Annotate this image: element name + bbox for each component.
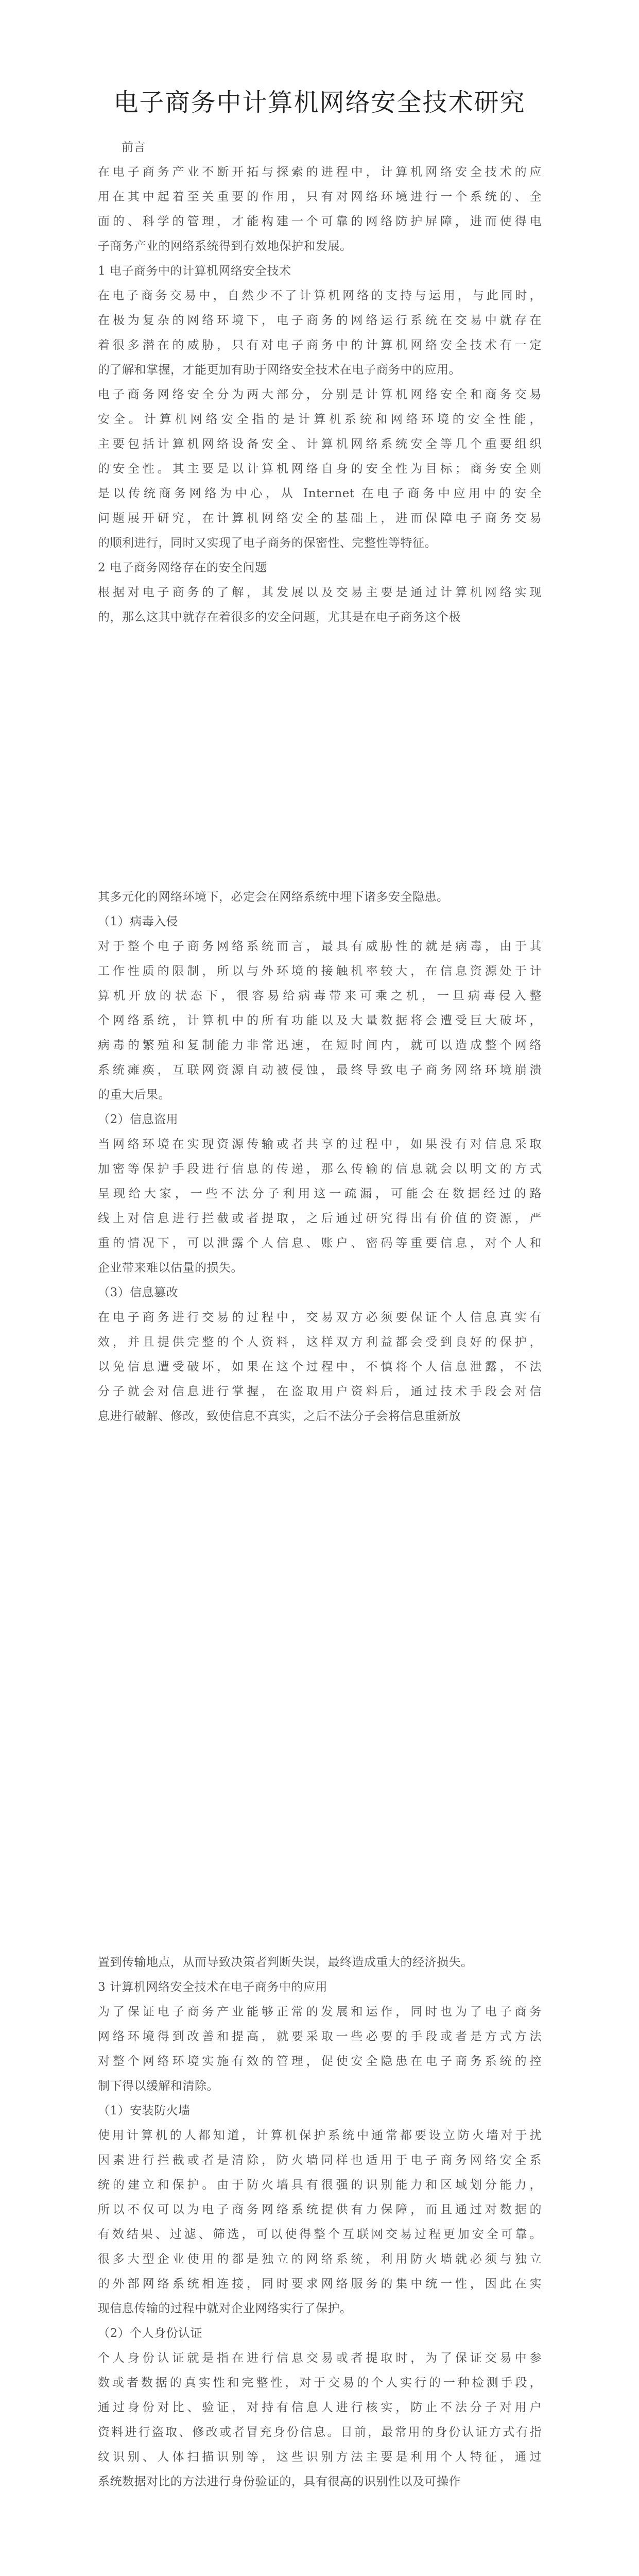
text-line: 安全。计算机网络安全指的是计算机系统和网络环境的安全性能， <box>98 413 542 426</box>
text-line: 使用计算机的人都知道，计算机保护系统中通常都要设立防火墙对于扰 <box>98 2129 542 2142</box>
text-line: 效，并且提供完整的个人资料，这样双方利益都会受到良好的保护， <box>98 1335 542 1349</box>
text-line: 子商务产业的网络系统得到有效地保护和发展。 <box>98 240 352 253</box>
text-line: 制下得以缓解和清除。 <box>98 2079 219 2093</box>
text-line: 因素进行拦截或者是清除，防火墙同样也适用于电子商务网络安全系 <box>98 2154 542 2167</box>
text-line: 企业带来难以估量的损失。 <box>98 1261 243 1275</box>
text-line: 资料进行盗取、修改或者冒充身份信息。目前，最常用的身份认证方式有指 <box>98 2426 542 2439</box>
text-line: 在电子商务交易中，自然少不了计算机网络的支持与运用，与此同时， <box>98 289 542 302</box>
text-line: 当网络环境在实现资源传输或者共享的过程中，如果没有对信息采取 <box>98 1138 542 1151</box>
text-line: 的顺利进行，同时又实现了电子商务的保密性、完整性等特征。 <box>98 536 437 550</box>
text-line: 现信息传输的过程中就对企业网络实行了保护。 <box>98 2302 352 2315</box>
text-block <box>98 885 542 1429</box>
text-line: 所以不仅可以为电子商务网络系统提供有力保障，而且通过对数据的 <box>98 2203 542 2216</box>
text-line: 数或者数据的真实性和完整性，对于交易的个人实行的一种检测手段， <box>98 2376 542 2389</box>
text-line: 纹识别、人体扫描识别等，这些识别方法主要是利用个人特征，通过 <box>98 2450 542 2464</box>
text-line: 有效结果、过滤、筛选，可以使得整个互联网交易过程更加安全可靠。 <box>98 2228 542 2241</box>
text-line: 3 计算机网络安全技术在电子商务中的应用 <box>98 1980 327 1994</box>
text-line: 在电子商务进行交易的过程中，交易双方必须要保证个人信息真实有 <box>98 1311 542 1324</box>
text-line: 线上对信息进行拦截或者提取，之后通过研究得出有价值的资源，严 <box>98 1212 542 1225</box>
text-line: 通过身份对比、验证，对持有信息人进行核实，防止不法分子对用户 <box>98 2401 542 2414</box>
text-line: 电子商务网络安全分为两大部分，分别是计算机网络安全和商务交易 <box>98 388 542 401</box>
text-line: （1）病毒入侵 <box>98 915 179 928</box>
text-line: 根据对电子商务的了解，其发展以及交易主要是通过计算机网络实现 <box>98 586 542 599</box>
text-line: 2 电子商务网络存在的安全问题 <box>98 561 267 574</box>
text-line: （1）安装防火墙 <box>98 2104 191 2117</box>
text-line: 着很多潜在的威胁，只有对电子商务中的计算机网络安全技术有一定 <box>98 338 542 352</box>
text-line: 主要包括计算机网络设备安全、计算机网络系统安全等几个重要组织 <box>98 437 542 451</box>
text-line: 网络环境得到改善和提高，就要采取一些必要的手段或者是方式方法 <box>98 2030 542 2043</box>
text-line: 面的、科学的管理，才能构建一个可靠的网络防护屏障，进而使得电 <box>98 215 542 228</box>
text-line: 的，那么这其中就存在着很多的安全问题，尤其是在电子商务这个极 <box>98 611 461 624</box>
text-line: （3）信息篡改 <box>98 1286 179 1299</box>
text-line: 算机开放的状态下，很容易给病毒带来可乘之机，一旦病毒侵入整 <box>98 989 542 1003</box>
text-line: 病毒的繁殖和复制能力非常迅速，在短时间内，就可以造成整个网络 <box>98 1039 542 1052</box>
article-title: 电子商务中计算机网络安全技术研究 <box>113 88 526 117</box>
text-line: 是以传统商务网络为中心，从 Internet 在电子商务中应用中的安全 <box>98 487 542 500</box>
text-line: 对整个网络环境实施有效的管理，促使安全隐患在电子商务系统的控 <box>98 2055 542 2068</box>
text-line: 的了解和掌握，才能更加有助于网络安全技术在电子商务中的应用。 <box>98 363 461 377</box>
text-block <box>98 1950 542 2494</box>
text-line: 加密等保护手段进行信息的传递，那么传输的信息就会以明文的方式 <box>98 1162 542 1176</box>
text-line: 呈现给大家，一些不法分子利用这一疏漏，可能会在数据经过的路 <box>98 1187 542 1200</box>
text-line: 以免信息遭受破坏，如果在这个过程中，不慎将个人信息泄露，不法 <box>98 1360 542 1374</box>
text-line: 的安全性。其主要是以计算机网络自身的安全性为目标；商务安全则 <box>98 462 542 476</box>
text-line: 系统瘫痪，互联网资源自动被侵蚀，最终导致电子商务网络环境崩溃 <box>98 1063 542 1077</box>
text-line: 统的建立和保护。由于防火墙具有很强的识别能力和区域划分能力， <box>98 2178 542 2192</box>
text-line: 问题展开研究，在计算机网络安全的基础上，进而保障电子商务交易 <box>98 512 542 525</box>
text-line: 个人身份认证就是指在进行信息交易或者提取时，为了保证交易中参 <box>98 2351 542 2365</box>
text-line: 分子就会对信息进行掌握，在盗取用户资料后，通过技术手段会对信 <box>98 1385 542 1398</box>
text-line: 很多大型企业使用的都是独立的网络系统，利用防火墙就必须与独立 <box>98 2252 542 2266</box>
text-line: 用在其中起着至关重要的作用，只有对网络环境进行一个系统的、全 <box>98 190 542 204</box>
text-line: 在电子商务产业不断开拓与探索的进程中，计算机网络安全技术的应 <box>98 165 542 179</box>
text-line: （2）个人身份认证 <box>98 2327 203 2340</box>
text-block <box>98 135 542 630</box>
text-line: 工作性质的限制，所以与外环境的接触机率较大，在信息资源处于计 <box>98 964 542 978</box>
text-line: 个网络系统，计算机中的所有功能以及大量数据将会遭受巨大破坏， <box>98 1014 542 1027</box>
text-line: 置到传输地点，从而导致决策者判断失误，最终造成重大的经济损失。 <box>98 1956 473 1969</box>
text-line: 对于整个电子商务网络系统而言，最具有威胁性的就是病毒，由于其 <box>98 940 542 953</box>
text-line: 的重大后果。 <box>98 1088 170 1101</box>
text-line: 前言 <box>122 141 146 154</box>
text-line: 1 电子商务中的计算机网络安全技术 <box>98 264 291 278</box>
text-line: 息进行破解、修改，致使信息不真实，之后不法分子会将信息重新放 <box>98 1410 461 1423</box>
text-line: 的外部网络系统相连接，同时要求网络服务的集中统一性，因此在实 <box>98 2277 542 2291</box>
text-line: （2）信息盗用 <box>98 1113 179 1126</box>
text-line: 在极为复杂的网络环境下，电子商务的网络运行系统在交易中就存在 <box>98 314 542 327</box>
text-line: 重的情况下，可以泄露个人信息、账户、密码等重要信息，对个人和 <box>98 1236 542 1250</box>
text-line: 系统数据对比的方法进行身份验证的，具有很高的识别性以及可操作 <box>98 2475 461 2488</box>
text-line: 为了保证电子商务产业能够正常的发展和运作，同时也为了电子商务 <box>98 2005 542 2019</box>
text-line: 其多元化的网络环境下，必定会在网络系统中埋下诸多安全隐患。 <box>98 890 449 904</box>
